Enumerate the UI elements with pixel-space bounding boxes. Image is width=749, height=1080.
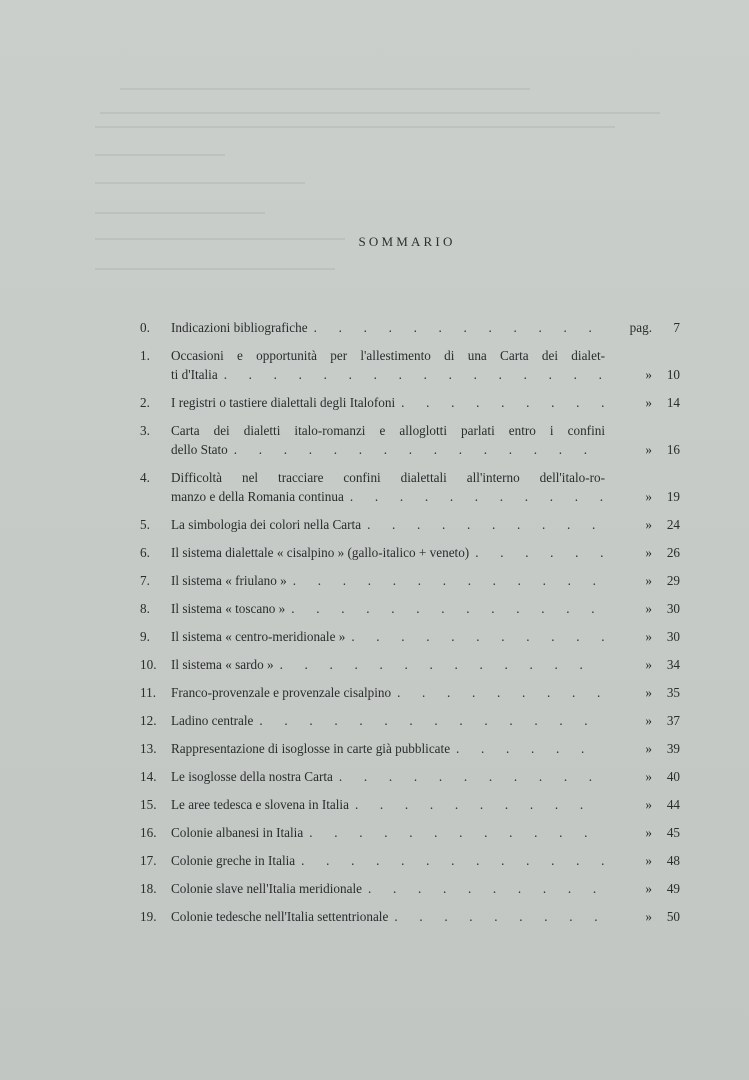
dot-leader bbox=[397, 683, 605, 702]
entry-title-line bbox=[171, 440, 605, 459]
page-number: 7 bbox=[673, 320, 680, 335]
entry-title bbox=[171, 515, 605, 534]
entry-title bbox=[171, 543, 605, 562]
entry-title-line bbox=[171, 365, 605, 384]
entry-title-line bbox=[171, 515, 605, 534]
entry-title bbox=[171, 655, 605, 674]
page-marker: » bbox=[645, 769, 652, 784]
page-number: 35 bbox=[666, 685, 680, 700]
page-marker: pag. bbox=[629, 320, 652, 335]
entry-title-line bbox=[171, 599, 605, 618]
entry-title-text: Il sistema « friulano » bbox=[171, 573, 287, 588]
entry-title bbox=[171, 599, 605, 618]
entry-title-text: Colonie albanesi in Italia bbox=[171, 825, 304, 840]
toc-entry[interactable] bbox=[140, 346, 680, 384]
page-marker: » bbox=[645, 825, 652, 840]
entry-title-line bbox=[171, 879, 605, 898]
page-number: 30 bbox=[666, 629, 680, 644]
page-title: SOMMARIO bbox=[358, 234, 456, 249]
entry-number: 19. bbox=[140, 909, 157, 924]
entry-title-line bbox=[171, 571, 605, 590]
bleed-through-text bbox=[0, 0, 749, 300]
entry-title-text: Il sistema « sardo » bbox=[171, 657, 274, 672]
dot-leader bbox=[234, 440, 605, 459]
entry-number: 18. bbox=[140, 881, 157, 896]
page-number: 50 bbox=[666, 909, 680, 924]
page-marker: » bbox=[645, 573, 652, 588]
page-marker: » bbox=[645, 741, 652, 756]
dot-leader bbox=[350, 487, 605, 506]
entry-title-line bbox=[171, 543, 605, 562]
dot-leader bbox=[280, 655, 605, 674]
entry-title bbox=[171, 346, 605, 384]
toc-entry[interactable] bbox=[140, 599, 680, 618]
entry-title-line bbox=[171, 627, 605, 646]
page-marker: » bbox=[645, 909, 652, 924]
entry-title-text: Il sistema dialettale « cisalpino » (gallo-italico + veneto) bbox=[171, 545, 470, 560]
entry-title-line: Carta dei dialetti italo-romanzi e alloglotti parlati entro i confini bbox=[171, 423, 605, 438]
dot-leader bbox=[394, 907, 605, 926]
page-number: 49 bbox=[666, 881, 680, 896]
entry-number: 13. bbox=[140, 741, 157, 756]
dot-leader bbox=[301, 851, 605, 870]
toc-entry[interactable] bbox=[140, 879, 680, 898]
entry-title-text: dello Stato bbox=[171, 442, 228, 457]
page-marker: » bbox=[645, 489, 652, 504]
entry-title-text: Indicazioni bibliografiche bbox=[171, 320, 308, 335]
dot-leader bbox=[291, 599, 605, 618]
page-number: 29 bbox=[666, 573, 680, 588]
entry-number: 4. bbox=[140, 470, 150, 485]
page-number: 14 bbox=[666, 395, 680, 410]
entry-number: 6. bbox=[140, 545, 150, 560]
entry-title-line bbox=[171, 711, 605, 730]
page-number: 10 bbox=[666, 367, 680, 382]
dot-leader bbox=[259, 711, 605, 730]
entry-title bbox=[171, 879, 605, 898]
toc-entry[interactable] bbox=[140, 823, 680, 842]
entry-title-text: I registri o tastiere dialettali degli Italofoni bbox=[171, 395, 396, 410]
toc-entry[interactable] bbox=[140, 795, 680, 814]
entry-number: 0. bbox=[140, 320, 150, 335]
dot-leader bbox=[355, 795, 605, 814]
toc-entry[interactable] bbox=[140, 543, 680, 562]
toc-entry[interactable] bbox=[140, 571, 680, 590]
page-number: 48 bbox=[666, 853, 680, 868]
toc-entry[interactable] bbox=[140, 627, 680, 646]
entry-number: 11. bbox=[140, 685, 156, 700]
entry-title-line: Difficoltà nel tracciare confini dialettali all'interno dell'italo-ro- bbox=[171, 470, 605, 485]
dot-leader bbox=[475, 543, 605, 562]
entry-title-line bbox=[171, 767, 605, 786]
entry-title bbox=[171, 851, 605, 870]
entry-title-line bbox=[171, 655, 605, 674]
entry-number: 12. bbox=[140, 713, 157, 728]
entry-title bbox=[171, 711, 605, 730]
dot-leader bbox=[224, 365, 605, 384]
dot-leader bbox=[351, 627, 605, 646]
toc-entry[interactable] bbox=[140, 318, 680, 337]
entry-title-text: Le aree tedesca e slovena in Italia bbox=[171, 797, 349, 812]
entry-number: 10. bbox=[140, 657, 157, 672]
page-marker: » bbox=[645, 442, 652, 457]
entry-number: 7. bbox=[140, 573, 150, 588]
page-marker: » bbox=[645, 881, 652, 896]
page-marker: » bbox=[645, 853, 652, 868]
page-marker: » bbox=[645, 517, 652, 532]
entry-title-line bbox=[171, 683, 605, 702]
entry-title bbox=[171, 627, 605, 646]
toc-entry[interactable] bbox=[140, 421, 680, 459]
dot-leader bbox=[367, 515, 605, 534]
page-number: 19 bbox=[666, 489, 680, 504]
entry-title-line: Occasioni e opportunità per l'allestimento di una Carta dei dialet- bbox=[171, 348, 605, 363]
dot-leader bbox=[456, 739, 605, 758]
page-number: 34 bbox=[666, 657, 680, 672]
entry-title-text: Colonie tedesche nell'Italia settentrionale bbox=[171, 909, 389, 924]
page-marker: » bbox=[645, 713, 652, 728]
entry-title-line bbox=[171, 795, 605, 814]
entry-title-text: Il sistema « toscano » bbox=[171, 601, 286, 616]
dot-leader bbox=[368, 879, 605, 898]
entry-title-line bbox=[171, 739, 605, 758]
page-number: 37 bbox=[666, 713, 680, 728]
entry-title-text: ti d'Italia bbox=[171, 367, 218, 382]
entry-title bbox=[171, 739, 605, 758]
page-number: 24 bbox=[666, 517, 680, 532]
toc-entry[interactable] bbox=[140, 711, 680, 730]
entry-number: 2. bbox=[140, 395, 150, 410]
entry-title bbox=[171, 393, 605, 412]
toc-entry[interactable] bbox=[140, 468, 680, 506]
page-marker: » bbox=[645, 367, 652, 382]
page-marker: » bbox=[645, 629, 652, 644]
entry-title-line bbox=[171, 907, 605, 926]
page-marker: » bbox=[645, 797, 652, 812]
entry-title-line bbox=[171, 851, 605, 870]
entry-title-text: Franco-provenzale e provenzale cisalpino bbox=[171, 685, 392, 700]
entry-title-line bbox=[171, 393, 605, 412]
toc-entry[interactable] bbox=[140, 655, 680, 674]
toc-entry[interactable] bbox=[140, 739, 680, 758]
entry-title-line bbox=[171, 487, 605, 506]
toc-entry[interactable] bbox=[140, 851, 680, 870]
entry-title-line bbox=[171, 823, 605, 842]
entry-number: 1. bbox=[140, 348, 150, 363]
entry-title bbox=[171, 795, 605, 814]
entry-title bbox=[171, 571, 605, 590]
entry-title-text: Rappresentazione di isoglosse in carte già pubblicate bbox=[171, 741, 451, 756]
entry-number: 5. bbox=[140, 517, 150, 532]
page-number: 40 bbox=[666, 769, 680, 784]
entry-title-text: manzo e della Romania continua bbox=[171, 489, 344, 504]
dot-leader bbox=[314, 318, 605, 337]
page-number: 16 bbox=[666, 442, 680, 457]
page-marker: » bbox=[645, 395, 652, 410]
entry-title-text: Il sistema « centro-meridionale » bbox=[171, 629, 346, 644]
toc-entry[interactable] bbox=[140, 907, 680, 926]
entry-title-line bbox=[171, 318, 605, 337]
page-marker: » bbox=[645, 601, 652, 616]
entry-title-text: Colonie greche in Italia bbox=[171, 853, 296, 868]
entry-number: 8. bbox=[140, 601, 150, 616]
entry-title bbox=[171, 767, 605, 786]
entry-title bbox=[171, 318, 605, 337]
entry-number: 3. bbox=[140, 423, 150, 438]
toc-entry[interactable] bbox=[140, 683, 680, 702]
entry-title bbox=[171, 468, 605, 506]
entry-title-text: Colonie slave nell'Italia meridionale bbox=[171, 881, 362, 896]
entry-number: 15. bbox=[140, 797, 157, 812]
entry-number: 9. bbox=[140, 629, 150, 644]
entry-title-text: La simbologia dei colori nella Carta bbox=[171, 517, 362, 532]
entry-title-text: Le isoglosse della nostra Carta bbox=[171, 769, 333, 784]
entry-number: 16. bbox=[140, 825, 157, 840]
entry-number: 14. bbox=[140, 769, 157, 784]
page-number: 44 bbox=[666, 797, 680, 812]
entry-title-text: Ladino centrale bbox=[171, 713, 254, 728]
page-number: 30 bbox=[666, 601, 680, 616]
table-of-contents bbox=[140, 318, 680, 926]
entry-title bbox=[171, 907, 605, 926]
toc-entry[interactable] bbox=[140, 767, 680, 786]
entry-title bbox=[171, 421, 605, 459]
entry-title bbox=[171, 823, 605, 842]
page-number: 39 bbox=[666, 741, 680, 756]
page-marker: » bbox=[645, 685, 652, 700]
dot-leader bbox=[339, 767, 605, 786]
toc-entry[interactable] bbox=[140, 515, 680, 534]
entry-title bbox=[171, 683, 605, 702]
toc-entry[interactable] bbox=[140, 393, 680, 412]
page-number: 45 bbox=[666, 825, 680, 840]
dot-leader bbox=[401, 393, 605, 412]
page-number: 26 bbox=[666, 545, 680, 560]
entry-number: 17. bbox=[140, 853, 157, 868]
page-marker: » bbox=[645, 545, 652, 560]
page-marker: » bbox=[645, 657, 652, 672]
dot-leader bbox=[293, 571, 605, 590]
dot-leader bbox=[309, 823, 605, 842]
